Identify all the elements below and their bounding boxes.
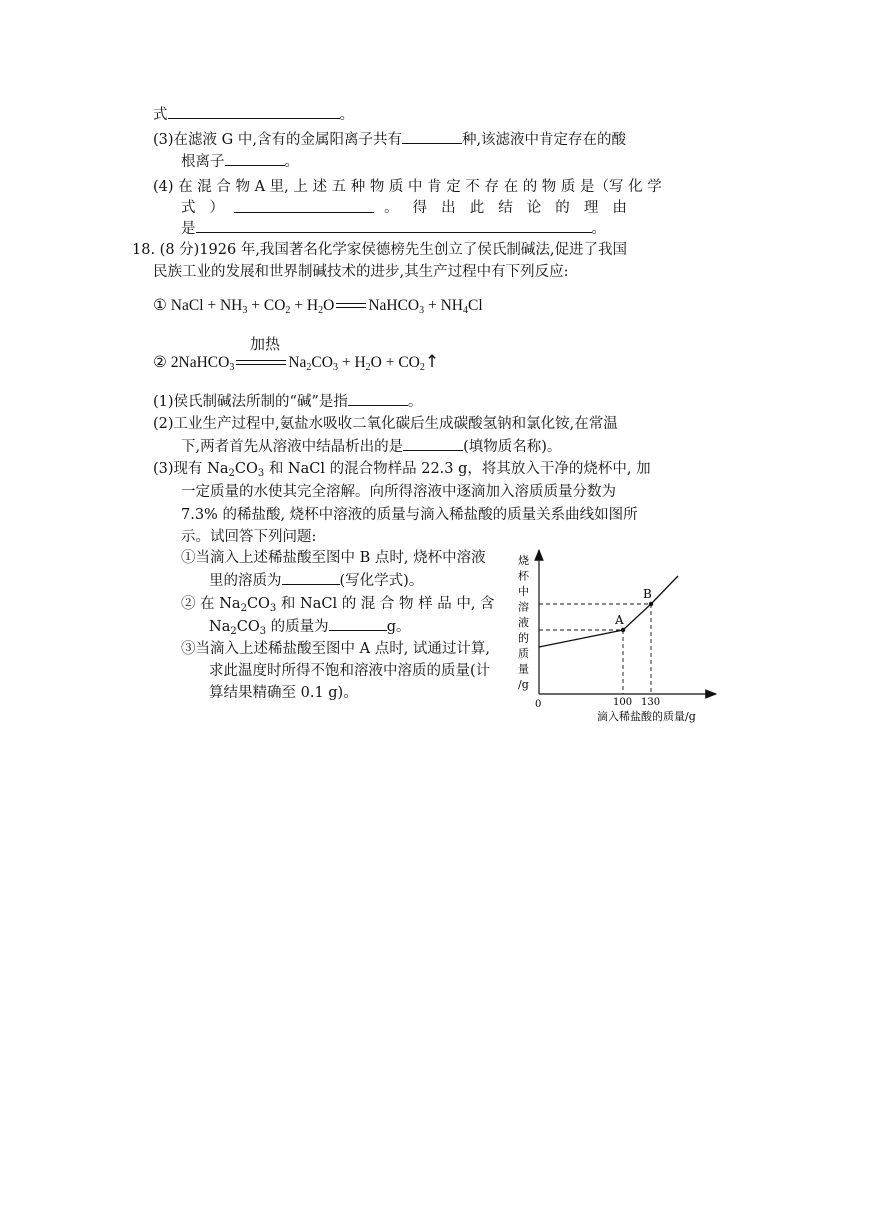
text: (1)侯氏制碱法所制的“碱”是指 [153, 394, 348, 410]
y-axis-label-char: 烧 [518, 554, 529, 567]
answer-line-formula [153, 104, 354, 125]
subscript: 2 [285, 305, 291, 316]
subscript: 3 [269, 603, 277, 614]
text: 。 [384, 200, 399, 216]
text: (3)在滤液 G 中,含有的金属阳离子共有 [153, 132, 402, 148]
item-3-line1: ③当滴入上述稀盐酸至图中 A 点时, 试通过计算, [181, 641, 491, 657]
y-axis-label-char: 的 [518, 631, 529, 645]
gas-arrow-icon: ↑ [424, 352, 440, 372]
text: 得 [412, 200, 428, 216]
subscript: 2 [419, 362, 425, 373]
question-4-line2 [181, 198, 627, 218]
x-tick-100: 100 [613, 697, 633, 708]
text: + NH [424, 297, 464, 314]
equals-sign [236, 360, 286, 366]
text: 和 NaCl 的 混 合 物 样 品 中, 含 [276, 596, 495, 612]
item-1-line1: ①当滴入上述稀盐酸至图中 B 点时, 烧杯中溶液 [181, 550, 486, 566]
subscript: 2 [365, 362, 371, 373]
subscript: 3 [332, 362, 338, 373]
answer-blank[interactable] [348, 391, 408, 406]
question-18-line1: 18. (8 分)1926 年,我国著名化学家侯德榜先生创立了侯氏制碱法,促进了我国 [132, 242, 628, 258]
text: + H [337, 354, 366, 371]
item-2-line2 [209, 616, 410, 637]
subscript: 2 [230, 626, 237, 637]
text: 种,该滤液中肯定存在的酸 [461, 132, 627, 148]
equation-2-condition: 加热 [250, 335, 281, 353]
question-3-line1 [153, 129, 626, 150]
origin-label: 0 [535, 699, 542, 710]
subscript: 2 [306, 362, 312, 373]
question-18-line2: 民族工业的发展和世界制碱技术的进步,其生产过程中有下列反应: [153, 264, 569, 280]
answer-blank[interactable] [402, 129, 462, 144]
subscript: 3 [259, 626, 267, 637]
sub-question-3-line2: 一定质量的水使其完全溶解。向所得溶液中逐滴加入溶质质量分数为 [181, 484, 616, 500]
item-1-line2 [209, 570, 423, 591]
text: ） [209, 200, 225, 216]
subscript: 4 [463, 305, 469, 316]
answer-blank[interactable] [282, 570, 340, 585]
question-4-line3 [181, 218, 606, 239]
point-b-label: B [643, 587, 652, 601]
point-a-marker [621, 628, 625, 632]
subscript: 2 [228, 468, 235, 479]
question-4-line1: (4) 在 混 合 物 A 里, 上 述 五 种 物 质 中 肯 定 不 存 在 的 物 质 是（写 化 学 [153, 179, 662, 195]
text: NaCl + NH [170, 297, 243, 314]
sub-question-1 [153, 391, 422, 412]
text: (写化学式)。 [339, 573, 424, 589]
item-3-line3: 算结果精确至 0.1 g)。 [209, 685, 358, 701]
text: (3)现有 Na [153, 461, 229, 477]
text: 理 [583, 200, 599, 216]
text: O [323, 297, 335, 314]
text: Cl [468, 297, 483, 314]
y-axis-label-char: 杯 [518, 569, 529, 583]
text: 式 [181, 200, 196, 216]
text: 式 [153, 107, 168, 123]
circled-number: ② [153, 354, 167, 371]
subscript: 3 [242, 305, 248, 316]
item-2-line1 [181, 594, 495, 614]
text: + CO [247, 297, 286, 314]
text: + H [290, 297, 319, 314]
answer-blank[interactable] [403, 436, 463, 451]
circled-number: ① [153, 297, 167, 314]
answer-blank[interactable] [196, 218, 592, 233]
x-axis-label: 滴入稀盐酸的质量/g [597, 710, 696, 723]
y-axis-label-char: 溶 [518, 600, 529, 614]
text: Na [209, 619, 231, 635]
y-axis-label-char: 中 [518, 585, 529, 598]
y-axis-label [518, 553, 530, 691]
answer-blank[interactable] [168, 104, 340, 119]
text: (填物质名称)。 [463, 439, 562, 455]
text: CO [236, 619, 260, 635]
y-axis-label-char: 量 [518, 662, 529, 676]
text: 此 [469, 200, 485, 216]
answer-blank[interactable] [234, 198, 374, 213]
point-a-label: A [615, 613, 624, 627]
text: 。 [591, 221, 606, 237]
subscript: 2 [240, 603, 247, 614]
text: CO [311, 354, 333, 371]
text: 。 [339, 107, 354, 123]
equation-1 [153, 296, 483, 316]
sub-question-3-line4: 示。试回答下列问题: [181, 529, 317, 545]
y-axis-label-char: /g [518, 678, 529, 691]
text: NaHCO [368, 297, 420, 314]
subscript: 3 [419, 305, 425, 316]
subscript: 3 [229, 362, 235, 373]
sub-question-3-line3: 7.3% 的稀盐酸, 烧杯中溶液的质量与滴入稀盐酸的质量关系曲线如图所 [181, 507, 638, 523]
sub-question-3-line1 [153, 459, 651, 479]
sub-question-2-line2 [181, 436, 561, 457]
text: O + CO [370, 354, 420, 371]
text: 。 [407, 394, 423, 410]
point-b-marker [649, 602, 653, 606]
answer-blank[interactable] [329, 616, 387, 631]
subscript: 3 [257, 468, 265, 479]
text: 里的溶质为 [209, 573, 282, 589]
text: ② 在 Na [181, 596, 241, 612]
text: 由 [612, 200, 627, 216]
text: CO [234, 461, 258, 477]
question-3-line2 [181, 151, 299, 172]
mass-curve-graph [512, 544, 724, 726]
text: 的质量为 [266, 619, 329, 635]
text: 的 [555, 200, 570, 216]
text: 和 NaCl 的混合物样品 22.3 g，将其放入干净的烧杯中, 加 [264, 461, 651, 477]
text: 。 [284, 154, 299, 170]
x-tick-130: 130 [641, 697, 661, 708]
mass-curve [539, 576, 678, 647]
equals-sign [336, 303, 366, 309]
sub-question-2-line1: (2)工业生产过程中,氨盐水吸收二氧化碳后生成碳酸氢钠和氯化铵,在常温 [153, 416, 618, 432]
y-axis-label-char: 液 [518, 616, 529, 629]
text: 是 [181, 221, 196, 237]
text: Na [288, 354, 307, 371]
text: 结 [498, 200, 513, 216]
subscript: 2 [318, 305, 324, 316]
item-3-line2: 求此温度时所得不饱和溶液中溶质的质量(计 [209, 663, 491, 679]
answer-blank[interactable] [225, 151, 285, 166]
text: 出 [441, 200, 456, 216]
text: 论 [526, 200, 542, 216]
text: g。 [386, 619, 411, 635]
text: CO [246, 596, 270, 612]
text: 下,两者首先从溶液中结晶析出的是 [181, 439, 404, 455]
equation-2 [153, 352, 439, 373]
y-axis-label-char: 质 [518, 647, 529, 660]
text: 根离子 [181, 154, 225, 170]
text: 2NaHCO [170, 354, 230, 371]
